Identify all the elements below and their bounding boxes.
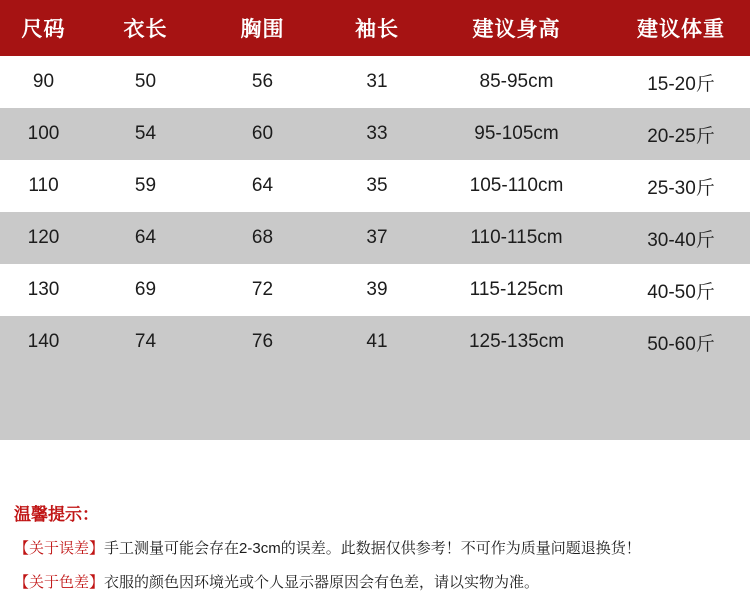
- note-tolerance: [14, 539, 736, 559]
- cell-size: 120: [0, 212, 87, 264]
- cell-height: 95-105cm: [433, 108, 600, 160]
- cell-bust: 64: [204, 160, 321, 212]
- table-row: [0, 160, 750, 212]
- cell-size: 90: [0, 56, 87, 108]
- column-header-size: 尺码: [0, 0, 87, 56]
- table-header: [0, 0, 750, 56]
- cell-bust: 72: [204, 264, 321, 316]
- note-color-text: 衣服的颜色因环境光或个人显示器原因会有色差，请以实物为准。: [104, 574, 539, 591]
- table-row: [0, 56, 750, 108]
- table-row: [0, 108, 750, 160]
- cell-weight: 30-40斤: [600, 212, 750, 264]
- note-color: [14, 573, 736, 592]
- column-header-weight: 建议体重: [600, 0, 750, 56]
- cell-size: 100: [0, 108, 87, 160]
- note-tolerance-text: 手工测量可能会存在2-3cm的误差。此数据仅供参考！不可作为质量问题退换货！: [104, 540, 641, 557]
- column-header-sleeve: 袖长: [321, 0, 433, 56]
- notes-section: [0, 500, 750, 592]
- column-header-bust: 胸围: [204, 0, 321, 56]
- cell-bust: 56: [204, 56, 321, 108]
- table-row: [0, 316, 750, 368]
- cell-sleeve: 35: [321, 160, 433, 212]
- cell-length: 54: [87, 108, 204, 160]
- cell-height: 85-95cm: [433, 56, 600, 108]
- cell-length: 59: [87, 160, 204, 212]
- cell-size: 110: [0, 160, 87, 212]
- cell-sleeve: 39: [321, 264, 433, 316]
- cell-height: 110-115cm: [433, 212, 600, 264]
- cell-height: 125-135cm: [433, 316, 600, 368]
- table-bottom-spacer: [0, 368, 750, 440]
- note-tolerance-tag: 【关于误差】: [14, 540, 104, 557]
- white-spacer: [0, 440, 750, 500]
- table-header-row: [0, 0, 750, 56]
- cell-weight: 25-30斤: [600, 160, 750, 212]
- cell-weight: 20-25斤: [600, 108, 750, 160]
- table-row: [0, 212, 750, 264]
- cell-length: 74: [87, 316, 204, 368]
- cell-height: 105-110cm: [433, 160, 600, 212]
- column-header-height: 建议身高: [433, 0, 600, 56]
- table-row: [0, 264, 750, 316]
- note-color-tag: 【关于色差】: [14, 574, 104, 591]
- cell-size: 140: [0, 316, 87, 368]
- cell-weight: 40-50斤: [600, 264, 750, 316]
- cell-weight: 15-20斤: [600, 56, 750, 108]
- cell-height: 115-125cm: [433, 264, 600, 316]
- cell-length: 64: [87, 212, 204, 264]
- cell-size: 130: [0, 264, 87, 316]
- table-body: [0, 56, 750, 368]
- cell-sleeve: 37: [321, 212, 433, 264]
- cell-sleeve: 41: [321, 316, 433, 368]
- cell-weight: 50-60斤: [600, 316, 750, 368]
- cell-bust: 68: [204, 212, 321, 264]
- cell-length: 69: [87, 264, 204, 316]
- cell-length: 50: [87, 56, 204, 108]
- cell-bust: 76: [204, 316, 321, 368]
- cell-bust: 60: [204, 108, 321, 160]
- cell-sleeve: 31: [321, 56, 433, 108]
- cell-sleeve: 33: [321, 108, 433, 160]
- column-header-length: 衣长: [87, 0, 204, 56]
- notes-title: 温馨提示：: [14, 500, 736, 525]
